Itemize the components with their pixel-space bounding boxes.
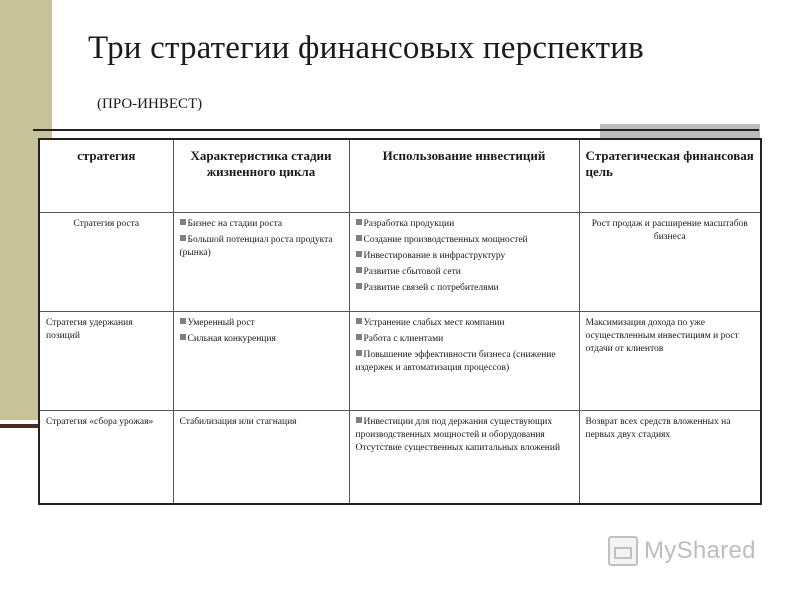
table-row	[39, 411, 761, 505]
bullet-square-icon	[180, 235, 186, 241]
list-item: Устранение слабых мест компании	[356, 317, 573, 330]
cell-investments	[349, 213, 579, 312]
header-characteristics: Характеристика стадии жизненного цикла	[173, 139, 349, 213]
table-header-row	[39, 139, 761, 213]
list-item: Развитие связей с потребителями	[356, 282, 573, 295]
cell-goal: Рост продаж и расширение масштабов бизнеса	[579, 213, 761, 312]
bullet-square-icon	[356, 417, 362, 423]
bullet-square-icon	[356, 350, 362, 356]
bullet-square-icon	[180, 334, 186, 340]
bullet-square-icon	[356, 318, 362, 324]
strategy-table	[38, 138, 762, 505]
list-item: Сильная конкуренция	[180, 333, 343, 346]
bullet-square-icon	[356, 251, 362, 257]
table-row	[39, 312, 761, 411]
header-investments: Использование инвестиций	[349, 139, 579, 213]
watermark-logo	[608, 536, 756, 566]
list-item: Бизнес на стадии роста	[180, 218, 343, 231]
bullet-square-icon	[356, 283, 362, 289]
watermark-text: MyShared	[644, 537, 756, 564]
cell-strategy: Стратегия удержания позиций	[39, 312, 173, 411]
table-row	[39, 213, 761, 312]
list-item: Инвестирование в инфраструктуру	[356, 250, 573, 263]
bullet-square-icon	[180, 219, 186, 225]
bullet-square-icon	[356, 267, 362, 273]
cell-characteristics	[173, 312, 349, 411]
list-item: Умеренный рост	[180, 317, 343, 330]
cell-strategy: Стратегия роста	[39, 213, 173, 312]
decorative-right-bar	[600, 124, 760, 138]
header-strategy: стратегия	[39, 139, 173, 213]
cell-investments	[349, 411, 579, 505]
title-divider	[33, 129, 759, 131]
list-item: Развитие сбытовой сети	[356, 266, 573, 279]
cell-strategy: Стратегия «сбора урожая»	[39, 411, 173, 505]
header-goal: Стратегическая финансовая цель	[579, 139, 761, 213]
bullet-square-icon	[356, 334, 362, 340]
slide-title: Три стратегии финансовых перспектив	[88, 30, 644, 66]
list-item: Большой потенциал роста продукта (рынка)	[179, 235, 333, 258]
list-item: Работа с клиентами	[356, 333, 573, 346]
list-item: Повышение эффективности бизнеса (снижение издержек и автоматизация процессов)	[355, 350, 556, 373]
bullet-square-icon	[356, 235, 362, 241]
cell-goal: Максимизация дохода по уже осуществленным инвестициям и рост отдачи от клиентов	[579, 312, 761, 411]
cell-investments	[349, 312, 579, 411]
cell-goal: Возврат всех средств вложенных на первых двух стадиях	[579, 411, 761, 505]
slide-subtitle: (ПРО-ИНВЕСТ)	[97, 96, 203, 112]
bullet-square-icon	[356, 219, 362, 225]
cell-characteristics	[173, 213, 349, 312]
cell-characteristics: Стабилизация или стагнация	[173, 411, 349, 505]
list-item: Разработка продукции	[356, 218, 573, 231]
list-item: Инвестиции для под держания существующих производственных мощностей и оборудования Отсутствие существенных капитальных вложений	[355, 417, 561, 453]
bullet-square-icon	[180, 318, 186, 324]
list-item: Создание производственных мощностей	[356, 234, 573, 247]
presentation-board-icon	[608, 536, 638, 566]
